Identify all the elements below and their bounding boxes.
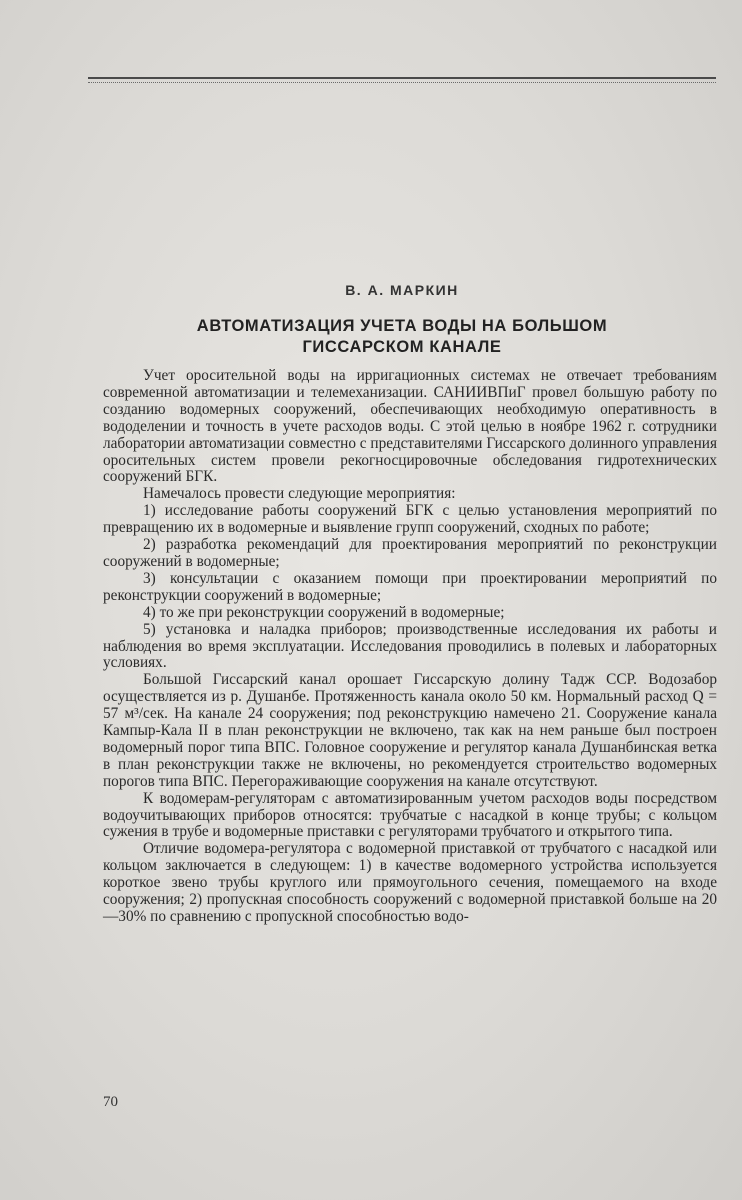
- paragraph: 2) разработка рекомендаций для проектирования мероприятий по реконструкции сооружений в водомерные;: [103, 536, 717, 570]
- article-author: В. А. МАРКИН: [345, 282, 459, 298]
- header-rule-secondary: [88, 82, 716, 83]
- page-number: 70: [103, 1094, 118, 1110]
- article-title: [88, 316, 716, 358]
- article-title-line-2: ГИССАРСКОМ КАНАЛЕ: [302, 338, 502, 356]
- article-title-line-1: АВТОМАТИЗАЦИЯ УЧЕТА ВОДЫ НА БОЛЬШОМ: [196, 317, 608, 335]
- paragraph: Намечалось провести следующие мероприятия:: [143, 485, 456, 503]
- article-body: [103, 368, 717, 926]
- header-rule: [88, 77, 716, 79]
- paragraph: Учет оросительной воды на ирригационных системах не отвечает требованиям современной автоматизации и телемеханизации. САНИИВПиГ провел большую работу по созданию водомерных сооружений, обеспечивающих необходимую оперативность в вододелении и точность в учете расходов воды. С этой целью в ноябре 1962 г. сотрудники лаборатории автоматизации совместно с представителями Гиссарского долинного управления оросительных систем провели рекогносцировочные обследования гидротехнических сооружений БГК.: [103, 367, 717, 486]
- paragraph: 4) то же при реконструкции сооружений в водомерные;: [143, 603, 505, 621]
- paragraph: 3) консультации с оказанием помощи при проектировании мероприятий по реконструкции сооружений в водомерные;: [103, 569, 717, 604]
- paragraph: 1) исследование работы сооружений БГК с целью установления мероприятий по превращению их в водомерные и выявление групп сооружений, сходных по работе;: [103, 502, 717, 537]
- paragraph: Большой Гиссарский канал орошает Гиссарскую долину Тадж ССР. Водозабор осуществляется из р. Душанбе. Протяженность канала около 50 км. Нормальный расход Q = 57 м³/сек. На канале 24 сооружения; под реконструкцию намечено 21. Сооружение канала Кампыр-Кала II в план реконструкции не включено, так как на нем раньше был построен водомерный порог типа ВПС. Головное сооружение и регулятор канала Душанбинская ветка в план реконструкции также не включены, но рекомендуется строительство водомерных порогов типа ВПС. Перегораживающие сооружения на канале отсутствуют.: [103, 671, 717, 790]
- paragraph: Отличие водомера-регулятора с водомерной приставкой от трубчатого с насадкой или кольцом заключается в следующем: 1) в качестве водомерного устройства используется короткое звено трубы круглого или прямоугольного сечения, помещаемого на входе сооружения; 2) пропускная способность сооружений с водомерной приставкой больше на 20—30% по сравнению с пропускной способностью водо-: [103, 840, 717, 925]
- paragraph: 5) установка и наладка приборов; производственные исследования их работы и наблюдения во время эксплуатации. Исследования проводились в полевых и лабораторных условиях.: [103, 620, 717, 672]
- paragraph: К водомерам-регуляторам с автоматизированным учетом расходов воды посредством водоучитывающих приборов относятся: трубчатые с насадкой в конце трубы; с кольцом сужения в трубе и водомерные приставки с регуляторами трубчатого и открытого типа.: [103, 789, 717, 841]
